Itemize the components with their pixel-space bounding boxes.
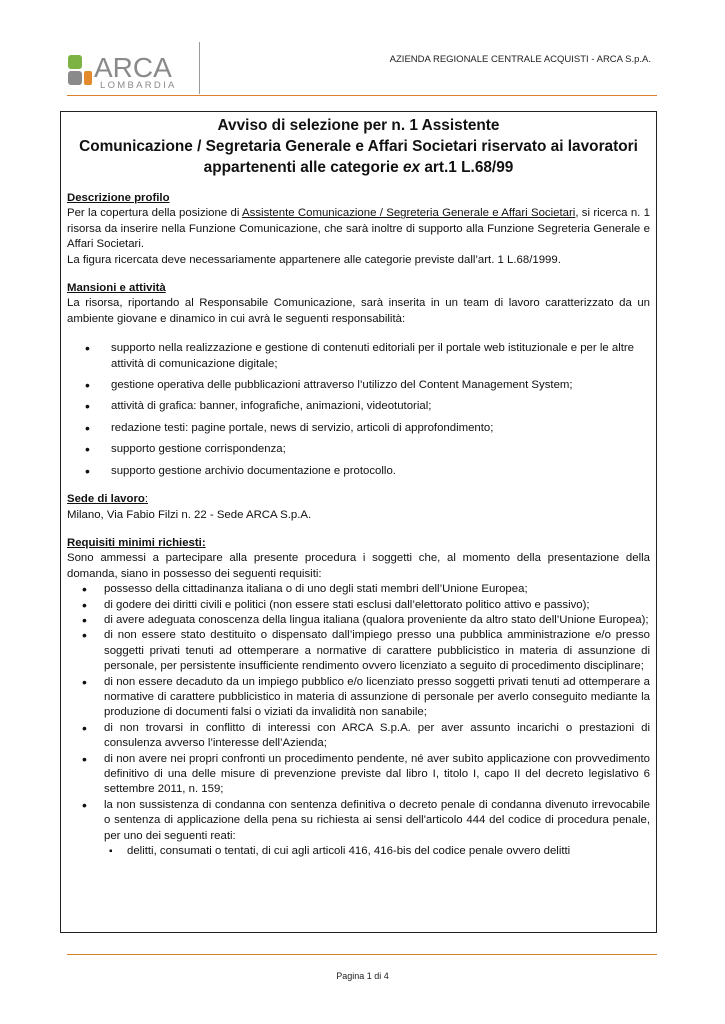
list-item: • redazione testi: pagine portale, news di servizio, articoli di approfondimento; [67, 421, 650, 436]
list-item: • di avere adeguata conoscenza della lingua italiana (qualora proveniente da altro stato dell’Unione Europea); [67, 613, 650, 628]
requisiti-intro: Sono ammessi a partecipare alla presente procedura i soggetti che, al momento della presentazione della domanda, siano in possesso dei seguenti requisiti: [67, 552, 650, 580]
list-item: • supporto gestione corrispondenza; [67, 442, 650, 457]
mansioni-list [67, 341, 650, 479]
list-item: • di non essere stato destituito o dispensato dall’impiego presso una pubblica amministrazione e/o presso soggetti privati tenuti ad ottemperare a normative di carattere pubblicistico in materia di assunzione di personale, per persistente insufficiente rendimento ovvero licenziato a seguito di procedimento disciplinare; [67, 628, 650, 674]
profilo-paragraph-2: La figura ricercata deve necessariamente appartenere alle categorie previste dall’art. 1 L.68/1999. [67, 253, 561, 266]
list-item: • supporto gestione archivio documentazione e protocollo. [67, 464, 650, 479]
list-item: • gestione operativa delle pubblicazioni attraverso l’utilizzo del Content Management System; [67, 378, 650, 393]
svg-text:LOMBARDIA: LOMBARDIA [100, 80, 177, 91]
list-item: • di non avere nei propri confronti un procedimento pendente, né aver subìto applicazione con provvedimento definitivo di una delle misure di prevenzione previste dal libro I, titolo I, capo II del decreto legislativo 6 settembre 2011, n. 159; [67, 752, 650, 798]
list-item: • possesso della cittadinanza italiana o di uno degli stati membri dell’Unione Europea; [67, 582, 650, 597]
section-heading-profilo: Descrizione profilo [67, 192, 170, 204]
logo-divider [199, 42, 200, 94]
position-title: Assistente Comunicazione / Segreteria Generale e Affari Societari [242, 207, 576, 220]
document-frame [60, 111, 657, 933]
document-body [67, 191, 650, 859]
footer-rule [67, 954, 657, 955]
list-item: • attività di grafica: banner, infografiche, animazioni, videotutorial; [67, 399, 650, 414]
requisiti-sub-list [67, 844, 650, 859]
page-number: Pagina 1 di 4 [336, 971, 389, 981]
svg-text:ARCA: ARCA [94, 52, 172, 83]
arca-lombardia-logo [66, 44, 206, 100]
requisiti-list [67, 582, 650, 844]
section-heading-requisiti: Requisiti minimi richiesti: [67, 536, 206, 549]
company-name: AZIENDA REGIONALE CENTRALE ACQUISTI - ARCA S.p.A. [389, 54, 651, 65]
list-item: • di non essere decaduto da un impiego pubblico e/o licenziato presso soggetti privati tenuti ad ottemperare a normative di carattere pubblicistico in materia di assunzione di personale per averlo conseguito mediante la produzione di documenti falsi o viziati da invalidità non sanabile; [67, 675, 650, 721]
document-title: Avviso di selezione per n. 1 Assistente Comunicazione / Segretaria Generale e Affari Societari riservato ai lavoratori appartenenti alle categorie ex art.1 L.68/99 [79, 117, 638, 176]
list-item: • di non trovarsi in conflitto di interessi con ARCA S.p.A. per aver assunto incarichi o prestazioni di consulenza avverso l’interesse dell’Azienda; [67, 721, 650, 752]
list-item: • la non sussistenza di condanna con sentenza definitiva o decreto penale di condanna divenuto irrevocabile o sentenza di applicazione della pena su richiesta ai sensi dell'articolo 444 del codice di procedura penale, per uno dei seguenti reati: [67, 798, 650, 844]
list-item: ▪ delitti, consumati o tentati, di cui agli articoli 416, 416-bis del codice penale ovvero delitti [67, 844, 650, 859]
section-heading-sede: Sede di lavoro: [67, 493, 149, 506]
list-item: • supporto nella realizzazione e gestione di contenuti editoriali per il portale web istituzionale e per le altre attività di comunicazione digitale; [67, 341, 650, 372]
section-heading-mansioni: Mansioni e attività [67, 282, 166, 295]
mansioni-intro: La risorsa, riportando al Responsabile Comunicazione, sarà inserita in un team di lavoro caratterizzato da un ambiente giovane e dinamico in cui avrà le seguenti responsabilità: [67, 297, 650, 325]
list-item: • di godere dei diritti civili e politici (non essere stati esclusi dall’elettorato politico attivo e passivo); [67, 598, 650, 613]
profilo-paragraph: Per la copertura della posizione di Assistente Comunicazione / Segreteria Generale e Affari Societari, si ricerca n. 1 risorsa da inserire nella Funzione Comunicazione, che sarà inoltre di supporto alla Funzione Segreteria Generale e Affari Societari. [67, 207, 650, 251]
sede-text: Milano, Via Fabio Filzi n. 22 - Sede ARCA S.p.A. [67, 508, 312, 521]
header-rule [67, 95, 657, 96]
